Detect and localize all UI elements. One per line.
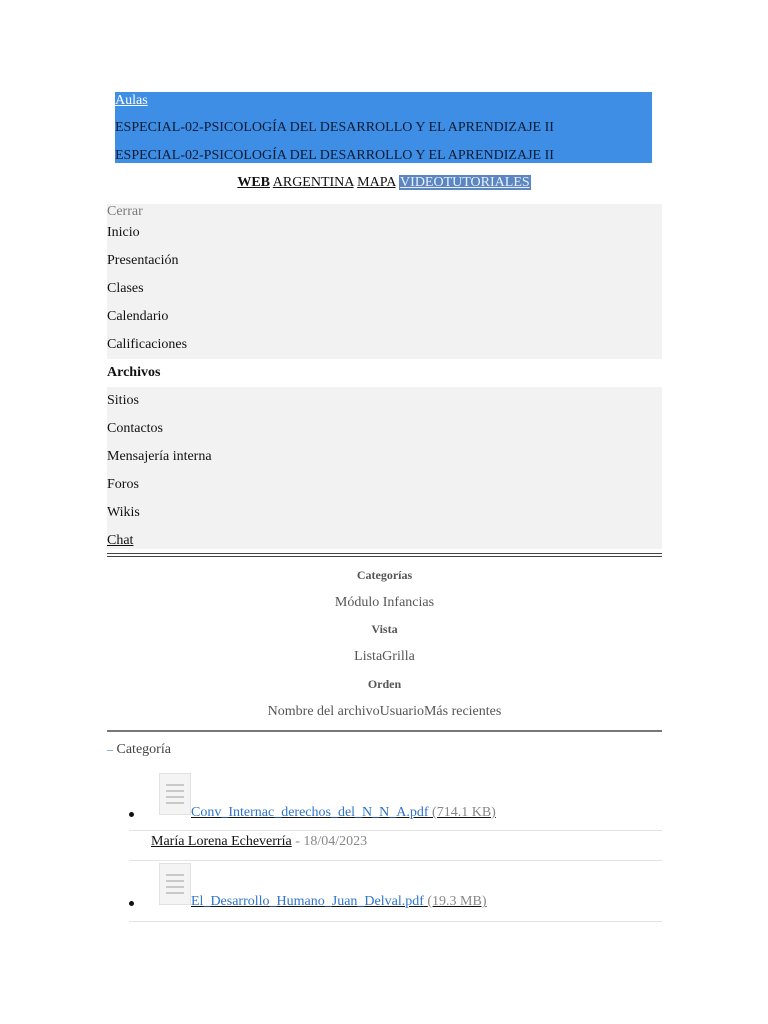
nav-item-contactos[interactable]: Contactos (107, 421, 163, 436)
bullet (129, 812, 134, 817)
nav-item-sitios[interactable]: Sitios (107, 393, 139, 408)
nav-item-inicio[interactable]: Inicio (107, 225, 140, 240)
view-label: Vista (371, 622, 398, 636)
argentina-link[interactable]: ARGENTINA (272, 175, 354, 190)
nav-item-calendario[interactable]: Calendario (107, 309, 169, 324)
nav-item-presentacion[interactable]: Presentación (107, 253, 179, 268)
course-header (115, 92, 652, 163)
order-label: Orden (367, 677, 402, 691)
nav-bottom-border (107, 553, 662, 557)
nav-item-calificaciones[interactable]: Calificaciones (107, 337, 188, 352)
categories-label: Categorías (356, 568, 413, 582)
category-toggle-label: Categoría (116, 742, 171, 757)
filters-divider (107, 730, 662, 732)
nav-group-top (107, 204, 662, 359)
course-title: ESPECIAL-02-PSICOLOGÍA DEL DESARROLLO Y EL APRENDIZAJE II (115, 120, 554, 135)
nav-item-wikis[interactable]: Wikis (107, 505, 140, 520)
file-size: (19.3 MB) (427, 894, 487, 909)
document-icon (159, 773, 191, 815)
row-separator (129, 860, 662, 861)
nav-item-chat[interactable]: Chat (107, 533, 134, 548)
file-author-link[interactable]: María Lorena Echeverría (151, 834, 292, 849)
category-toggle[interactable] (107, 742, 171, 758)
file-date: - 18/04/2023 (291, 834, 368, 849)
document-icon (159, 863, 191, 905)
file-link[interactable] (191, 804, 496, 822)
nav-item-archivos[interactable]: Archivos (107, 359, 662, 387)
row-separator (129, 830, 662, 831)
collapse-icon[interactable]: – (107, 742, 113, 756)
category-filter-value[interactable]: Módulo Infancias (334, 595, 435, 610)
nav-group-bottom (107, 387, 662, 549)
aulas-link[interactable]: Aulas (115, 93, 148, 108)
order-options[interactable]: Nombre del archivoUsuarioMás recientes (267, 704, 502, 719)
file-list-item (129, 773, 662, 863)
bullet (129, 901, 134, 906)
mapa-link[interactable]: MAPA (357, 175, 396, 190)
row-separator (129, 921, 662, 922)
nav-item-clases[interactable]: Clases (107, 281, 144, 296)
file-list-item (129, 863, 662, 923)
top-links (0, 174, 768, 192)
close-nav-button[interactable]: Cerrar (107, 204, 143, 219)
file-meta (151, 833, 367, 851)
nav-item-mensajeria[interactable]: Mensajería interna (107, 449, 212, 464)
course-subtitle: ESPECIAL-02-PSICOLOGÍA DEL DESARROLLO Y EL APRENDIZAJE II (115, 148, 554, 163)
videotutoriales-link[interactable]: VIDEOTUTORIALES (400, 175, 530, 190)
file-name[interactable]: El_Desarrollo_Humano_Juan_Delval.pdf (191, 894, 424, 909)
nav-item-foros[interactable]: Foros (107, 477, 139, 492)
file-name[interactable]: Conv_Internac_derechos_del_N_N_A.pdf (191, 805, 429, 820)
file-size: (714.1 KB) (432, 805, 496, 820)
file-link[interactable] (191, 893, 487, 911)
web-link[interactable]: WEB (237, 175, 271, 190)
view-options[interactable]: ListaGrilla (354, 649, 415, 664)
course-nav (107, 204, 662, 549)
